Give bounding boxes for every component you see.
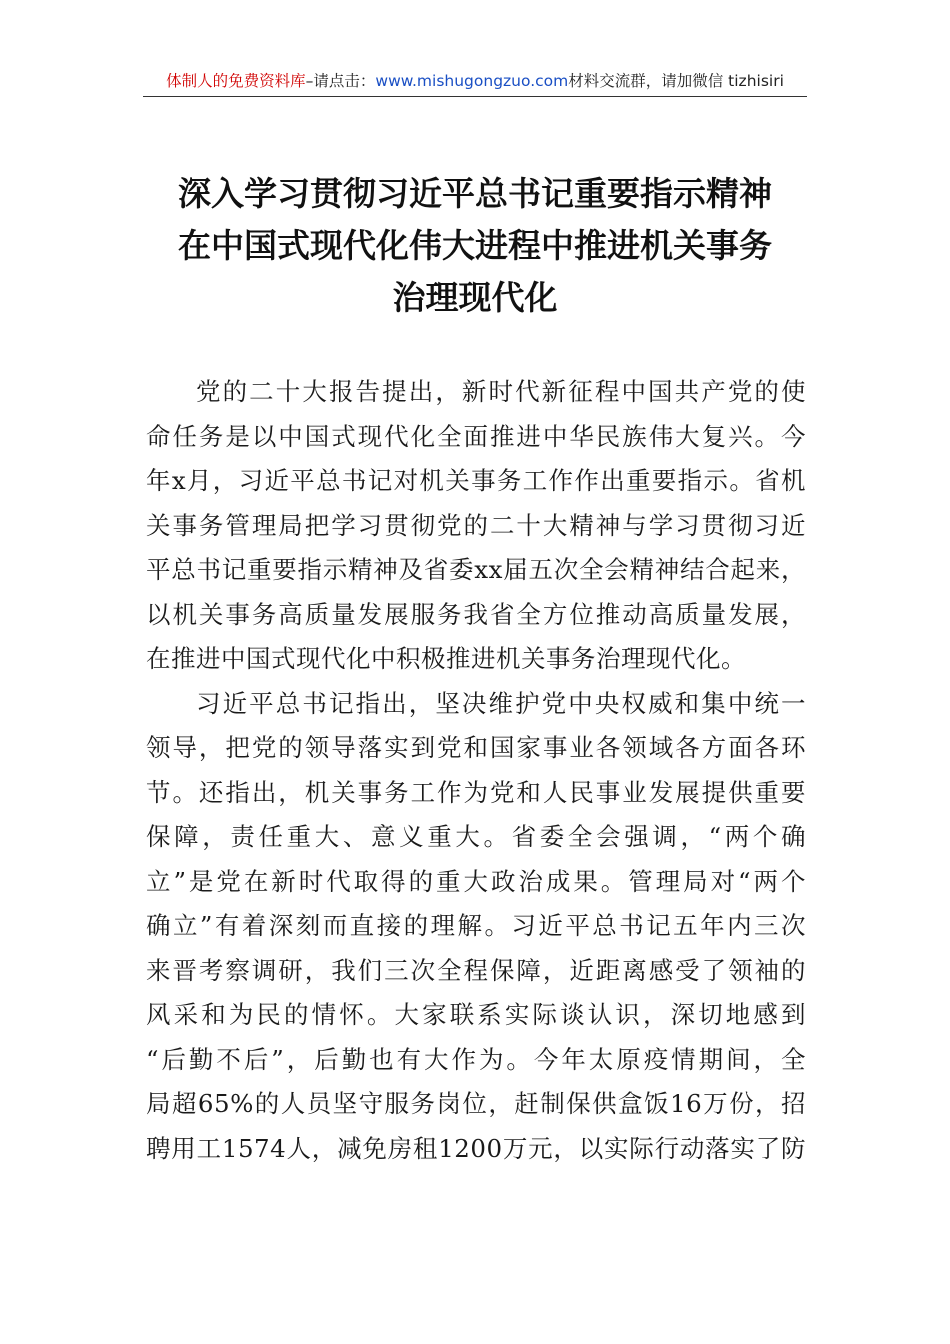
paragraph-2 <box>146 682 806 1172</box>
text-line: 局超65%的人员坚守服务岗位，赶制保供盒饭16万份，招 <box>146 1089 806 1118</box>
header-url-link[interactable]: www.mishugongzuo.com <box>375 72 569 90</box>
document-body <box>146 370 806 1171</box>
header-site-name: 体制人的免费资料库 <box>166 72 306 90</box>
text-line: 来晋考察调研，我们三次全程保障，近距离感受了领袖的 <box>146 955 806 985</box>
text-line: 命任务是以中国式现代化全面推进中华民族伟大复兴。今 <box>146 421 806 451</box>
paragraph-1 <box>146 370 806 682</box>
text-line: 平总书记重要指示精神及省委xx届五次全会精神结合起来， <box>146 555 806 584</box>
text-line: 以机关事务高质量发展服务我省全方位推动高质量发展， <box>146 599 806 629</box>
text-line: 确立”有着深刻而直接的理解。习近平总书记五年内三次 <box>146 911 806 940</box>
text-line: 风采和为民的情怀。大家联系实际谈认识，深切地感到 <box>146 1000 806 1029</box>
text-line: 习近平总书记指出，坚决维护党中央权威和集中统一 <box>196 688 806 718</box>
page-header <box>143 70 807 97</box>
text-line: “后勤不后”，后勤也有大作为。今年太原疫情期间，全 <box>146 1044 806 1074</box>
text-line: 节。还指出，机关事务工作为党和人民事业发展提供重要 <box>146 777 806 807</box>
document-title <box>110 168 840 324</box>
text-line: 关事务管理局把学习贯彻党的二十大精神与学习贯彻习近 <box>146 510 806 540</box>
header-wechat-note: 材料交流群，请加微信 tizhisiri <box>568 72 784 90</box>
text-line: 保障，责任重大、意义重大。省委全会强调，“两个确 <box>146 822 806 851</box>
text-line: 在推进中国式现代化中积极推进机关事务治理现代化。 <box>146 644 746 673</box>
text-line: 领导，把党的领导落实到党和国家事业各领域各方面各环 <box>146 733 806 762</box>
text-line: 立”是党在新时代取得的重大政治成果。管理局对“两个 <box>146 866 806 896</box>
header-prompt: –请点击： <box>305 72 376 90</box>
text-line: 年x月，习近平总书记对机关事务工作作出重要指示。省机 <box>146 466 806 495</box>
text-line: 党的二十大报告提出，新时代新征程中国共产党的使 <box>196 377 806 406</box>
title-line: 在中国式现代化伟大进程中推进机关事务 <box>178 226 772 265</box>
text-line: 聘用工1574人，减免房租1200万元，以实际行动落实了防 <box>146 1133 806 1163</box>
title-line: 治理现代化 <box>392 278 558 317</box>
title-line: 深入学习贯彻习近平总书记重要指示精神 <box>178 174 772 213</box>
